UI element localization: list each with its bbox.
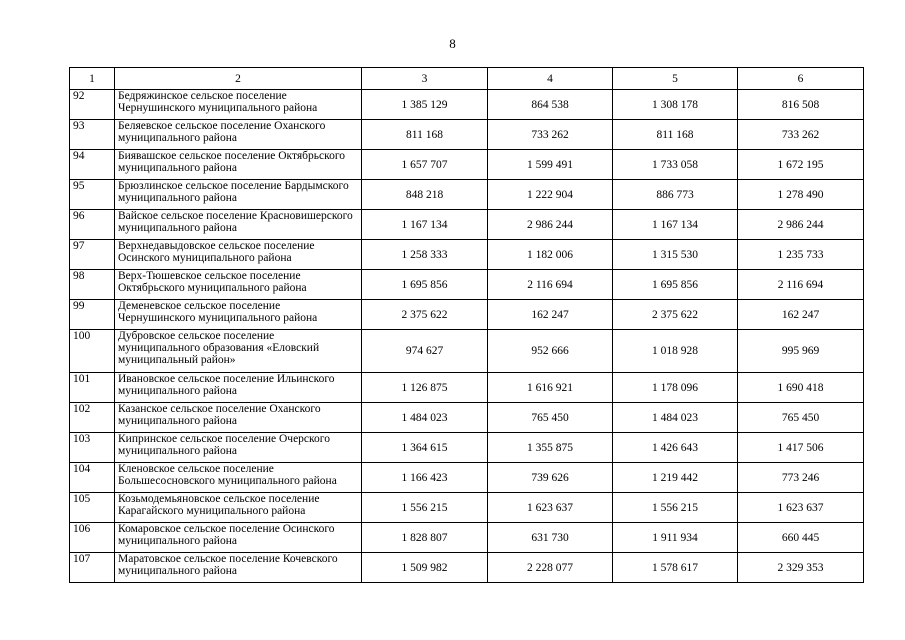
row-number: 92	[70, 90, 115, 120]
value-col-5: 1 426 643	[613, 433, 738, 463]
value-col-5: 1 308 178	[613, 90, 738, 120]
value-col-5: 811 168	[613, 120, 738, 150]
value-col-5: 2 375 622	[613, 300, 738, 330]
column-header-1: 1	[70, 68, 115, 90]
value-col-5: 886 773	[613, 180, 738, 210]
table-row	[70, 493, 864, 523]
value-col-4: 1 623 637	[488, 493, 613, 523]
settlement-name: Бедряжинское сельское поселение Чернушинского муниципального района	[115, 90, 362, 120]
table-row	[70, 300, 864, 330]
row-number: 107	[70, 553, 115, 583]
value-col-6: 1 278 490	[738, 180, 864, 210]
value-col-4: 1 599 491	[488, 150, 613, 180]
value-col-4: 2 228 077	[488, 553, 613, 583]
value-col-4: 631 730	[488, 523, 613, 553]
value-col-3: 1 258 333	[362, 240, 488, 270]
row-number: 93	[70, 120, 115, 150]
value-col-3: 2 375 622	[362, 300, 488, 330]
value-col-6: 2 116 694	[738, 270, 864, 300]
table-row	[70, 403, 864, 433]
settlement-name: Верхнедавыдовское сельское поселение Осинского муниципального района	[115, 240, 362, 270]
value-col-3: 1 695 856	[362, 270, 488, 300]
value-col-3: 1 167 134	[362, 210, 488, 240]
row-number: 98	[70, 270, 115, 300]
table-row	[70, 210, 864, 240]
row-number: 100	[70, 330, 115, 373]
settlement-name: Ивановское сельское поселение Ильинского муниципального района	[115, 373, 362, 403]
value-col-3: 1 509 982	[362, 553, 488, 583]
row-number: 95	[70, 180, 115, 210]
value-col-5: 1 178 096	[613, 373, 738, 403]
value-col-3: 1 364 615	[362, 433, 488, 463]
table-header-row	[70, 68, 864, 90]
value-col-3: 1 385 129	[362, 90, 488, 120]
table-row	[70, 433, 864, 463]
column-header-3: 3	[362, 68, 488, 90]
row-number: 97	[70, 240, 115, 270]
value-col-3: 1 166 423	[362, 463, 488, 493]
settlement-name: Верх-Тюшевское сельское поселение Октябрьского муниципального района	[115, 270, 362, 300]
settlement-name: Деменевское сельское поселение Чернушинского муниципального района	[115, 300, 362, 330]
table-row	[70, 463, 864, 493]
value-col-6: 1 623 637	[738, 493, 864, 523]
row-number: 94	[70, 150, 115, 180]
value-col-4: 1 616 921	[488, 373, 613, 403]
value-col-5: 1 484 023	[613, 403, 738, 433]
value-col-5: 1 315 530	[613, 240, 738, 270]
value-col-5: 1 911 934	[613, 523, 738, 553]
value-col-3: 974 627	[362, 330, 488, 373]
column-header-4: 4	[488, 68, 613, 90]
column-header-2: 2	[115, 68, 362, 90]
value-col-6: 660 445	[738, 523, 864, 553]
table-row	[70, 240, 864, 270]
value-col-5: 1 167 134	[613, 210, 738, 240]
row-number: 104	[70, 463, 115, 493]
value-col-6: 1 417 506	[738, 433, 864, 463]
value-col-4: 2 116 694	[488, 270, 613, 300]
page-number: 8	[449, 36, 456, 51]
settlement-name: Беляевское сельское поселение Оханского муниципального района	[115, 120, 362, 150]
table-row	[70, 373, 864, 403]
row-number: 103	[70, 433, 115, 463]
settlement-name: Козьмодемьяновское сельское поселение Карагайского муниципального района	[115, 493, 362, 523]
row-number: 101	[70, 373, 115, 403]
settlement-name: Комаровское сельское поселение Осинского муниципального района	[115, 523, 362, 553]
settlements-table	[69, 67, 864, 583]
row-number: 96	[70, 210, 115, 240]
value-col-5: 1 219 442	[613, 463, 738, 493]
value-col-3: 848 218	[362, 180, 488, 210]
table-row	[70, 523, 864, 553]
value-col-3: 1 556 215	[362, 493, 488, 523]
value-col-6: 995 969	[738, 330, 864, 373]
value-col-4: 1 222 904	[488, 180, 613, 210]
table-row	[70, 150, 864, 180]
column-header-6: 6	[738, 68, 864, 90]
table-row	[70, 120, 864, 150]
value-col-6: 1 235 733	[738, 240, 864, 270]
value-col-4: 1 355 875	[488, 433, 613, 463]
value-col-3: 1 126 875	[362, 373, 488, 403]
value-col-6: 2 329 353	[738, 553, 864, 583]
value-col-5: 1 556 215	[613, 493, 738, 523]
settlement-name: Дубровское сельское поселение муниципального образования «Еловский муниципальный район»	[115, 330, 362, 373]
value-col-4: 162 247	[488, 300, 613, 330]
value-col-4: 733 262	[488, 120, 613, 150]
value-col-6: 733 262	[738, 120, 864, 150]
settlement-name: Биявашское сельское поселение Октябрьского муниципального района	[115, 150, 362, 180]
settlement-name: Кипринское сельское поселение Очерского муниципального района	[115, 433, 362, 463]
value-col-4: 864 538	[488, 90, 613, 120]
settlement-name: Кленовское сельское поселение Большесосновского муниципального района	[115, 463, 362, 493]
settlement-name: Вайское сельское поселение Красновишерского муниципального района	[115, 210, 362, 240]
value-col-5: 1 578 617	[613, 553, 738, 583]
table-row	[70, 180, 864, 210]
value-col-6: 2 986 244	[738, 210, 864, 240]
value-col-5: 1 695 856	[613, 270, 738, 300]
value-col-4: 952 666	[488, 330, 613, 373]
value-col-3: 1 657 707	[362, 150, 488, 180]
value-col-4: 2 986 244	[488, 210, 613, 240]
row-number: 106	[70, 523, 115, 553]
row-number: 105	[70, 493, 115, 523]
settlement-name: Маратовское сельское поселение Кочевского муниципального района	[115, 553, 362, 583]
row-number: 99	[70, 300, 115, 330]
value-col-4: 1 182 006	[488, 240, 613, 270]
value-col-3: 1 828 807	[362, 523, 488, 553]
value-col-6: 773 246	[738, 463, 864, 493]
value-col-6: 816 508	[738, 90, 864, 120]
value-col-4: 739 626	[488, 463, 613, 493]
value-col-3: 1 484 023	[362, 403, 488, 433]
value-col-5: 1 733 058	[613, 150, 738, 180]
value-col-6: 765 450	[738, 403, 864, 433]
settlement-name: Брюзлинское сельское поселение Бардымского муниципального района	[115, 180, 362, 210]
row-number: 102	[70, 403, 115, 433]
settlement-name: Казанское сельское поселение Оханского муниципального района	[115, 403, 362, 433]
table-row	[70, 90, 864, 120]
value-col-3: 811 168	[362, 120, 488, 150]
table-body	[70, 68, 864, 583]
value-col-4: 765 450	[488, 403, 613, 433]
value-col-5: 1 018 928	[613, 330, 738, 373]
column-header-5: 5	[613, 68, 738, 90]
value-col-6: 1 672 195	[738, 150, 864, 180]
table-row	[70, 553, 864, 583]
value-col-6: 162 247	[738, 300, 864, 330]
table-row	[70, 330, 864, 373]
table-row	[70, 270, 864, 300]
value-col-6: 1 690 418	[738, 373, 864, 403]
